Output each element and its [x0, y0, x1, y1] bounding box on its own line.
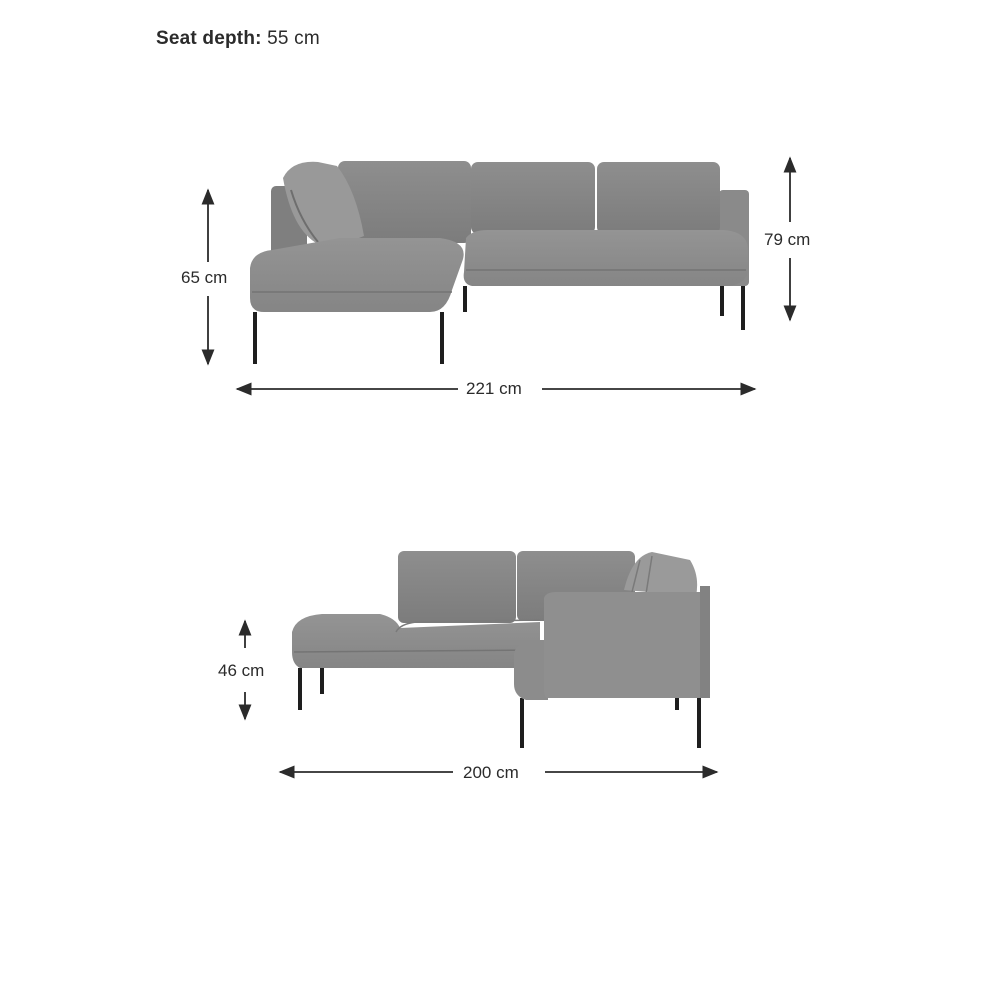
seat-depth-label: Seat depth:	[156, 28, 262, 49]
width-front-label: 221 cm	[462, 379, 526, 399]
sofa-side-view	[292, 551, 710, 748]
seat-height-label: 46 cm	[214, 661, 268, 681]
sofa-front-view	[250, 161, 749, 364]
seat-depth-value: 55 cm	[267, 28, 320, 49]
height-right-label: 79 cm	[760, 230, 814, 250]
width-side-label: 200 cm	[459, 763, 523, 783]
height-left-label: 65 cm	[177, 268, 231, 288]
